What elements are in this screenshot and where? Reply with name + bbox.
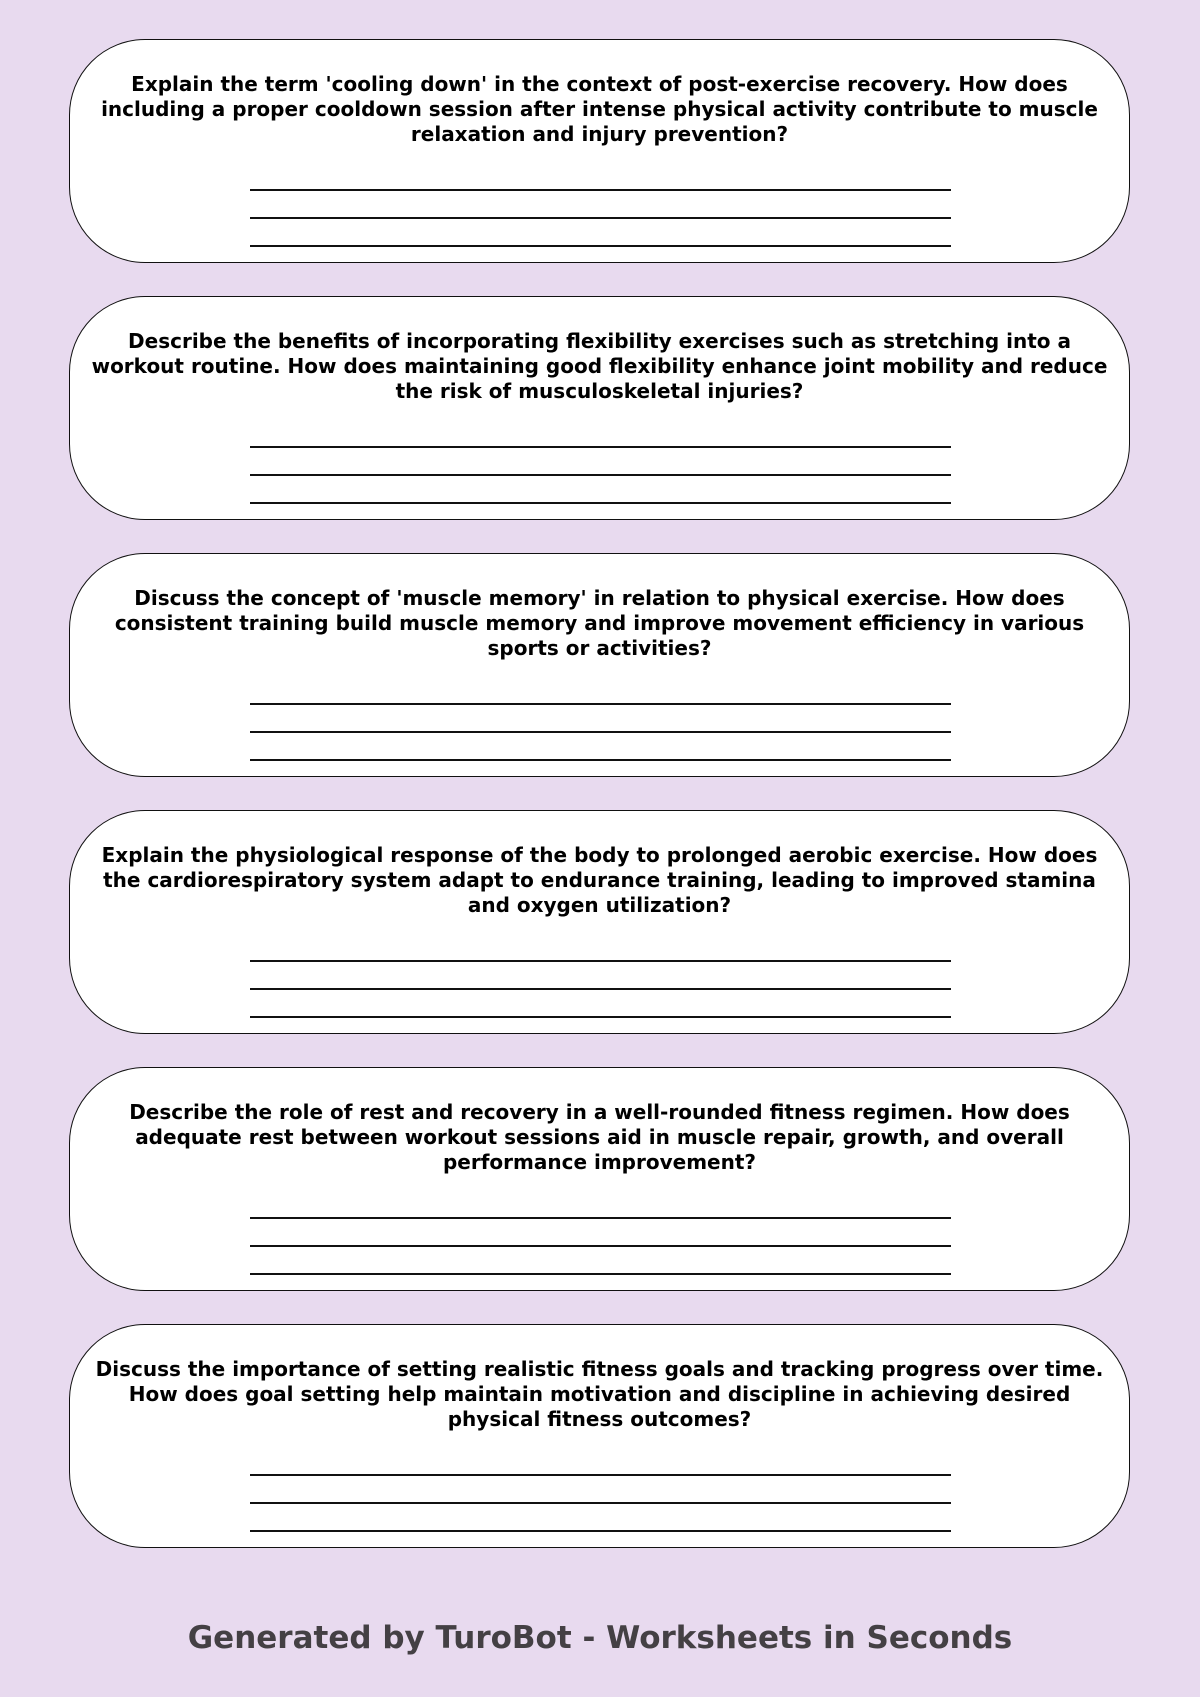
answer-line[interactable] — [250, 1245, 951, 1247]
answer-line[interactable] — [250, 217, 951, 219]
question-card-4 — [69, 810, 1130, 1034]
question-card-3 — [69, 553, 1130, 777]
question-text: Describe the benefits of incorporating flexibility exercises such as stretching into a workout routine. How does maintaining good flexibility enhance joint mobility and reduce the risk of musculoskeletal injuries? — [91, 329, 1108, 403]
question-text: Discuss the concept of 'muscle memory' in relation to physical exercise. How does consistent training build muscle memory and improve movement efficiency in various sports or activities? — [114, 586, 1085, 660]
question-text: Explain the term 'cooling down' in the context of post-exercise recovery. How does including a proper cooldown session after intense physical activity contribute to muscle relaxation and injury prevention? — [101, 72, 1098, 146]
answer-line[interactable] — [250, 960, 951, 962]
answer-line[interactable] — [250, 245, 951, 247]
answer-line[interactable] — [250, 1530, 951, 1532]
answer-line[interactable] — [250, 988, 951, 990]
question-card-2 — [69, 296, 1130, 520]
question-card-5 — [69, 1067, 1130, 1291]
answer-line[interactable] — [250, 731, 951, 733]
question-text: Discuss the importance of setting realistic fitness goals and tracking progress over time. How does goal setting help maintain motivation and discipline in achieving desired physical fitness outcomes? — [95, 1357, 1104, 1431]
answer-line[interactable] — [250, 189, 951, 191]
answer-line[interactable] — [250, 759, 951, 761]
answer-line[interactable] — [250, 1474, 951, 1476]
answer-line[interactable] — [250, 1016, 951, 1018]
answer-line[interactable] — [250, 502, 951, 504]
footer-credit: Generated by TuroBot - Worksheets in Seconds — [187, 1620, 1013, 1656]
answer-line[interactable] — [250, 703, 951, 705]
question-text: Describe the role of rest and recovery in a well-rounded fitness regimen. How does adequate rest between workout sessions aid in muscle repair, growth, and overall performance improvement? — [129, 1100, 1070, 1174]
answer-line[interactable] — [250, 1273, 951, 1275]
answer-line[interactable] — [250, 474, 951, 476]
question-card-6 — [69, 1324, 1130, 1548]
answer-line[interactable] — [250, 1502, 951, 1504]
answer-line[interactable] — [250, 1217, 951, 1219]
answer-line[interactable] — [250, 446, 951, 448]
question-text: Explain the physiological response of the body to prolonged aerobic exercise. How does the cardiorespiratory system adapt to endurance training, leading to improved stamina and oxygen utilization? — [101, 843, 1098, 917]
question-card-1 — [69, 39, 1130, 263]
